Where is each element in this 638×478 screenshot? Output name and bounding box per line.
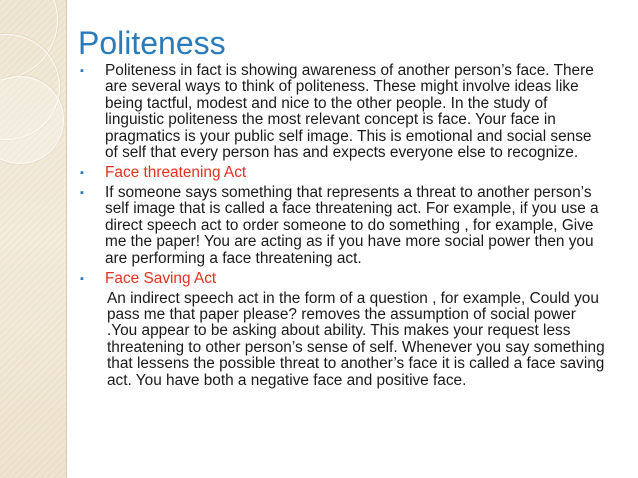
paragraph-item: [76, 291, 608, 389]
paragraph-text: An indirect speech act in the form of a question , for example, Could you pass me that paper please? removes the assumption of social power .You appear to be asking about ability. This makes your request less threatening to other person’s sense of self. Whenever you say something that lessens the possible threat to another’s face it is called a face saving act. You have both a negative face and positive face.: [107, 289, 605, 389]
bullet-list: [76, 63, 608, 389]
bullet-item-heading: [76, 271, 608, 287]
square-bullet-icon: ▪: [80, 187, 84, 200]
decorative-side-band: [0, 0, 66, 478]
section-heading: Face threatening Act: [105, 164, 247, 182]
bullet-item-heading: [76, 165, 608, 181]
bullet-text: Politeness in fact is showing awareness of another person’s face. There are several ways to think of politeness. These might involve ideas like being tactful, modest and nice to the other people. In the study of linguistic politeness the most relevant concept is face. Your face in pragmatics is your public self image. This is emotional and social sense of self that every person has and expects everyone else to recognize.: [105, 62, 594, 162]
square-bullet-icon: ▪: [80, 167, 84, 180]
bullet-text: If someone says something that represents a threat to another person’s self image that is called a face threatening act. For example, if you use a direct speech act to order someone to do something , for example, Give me the paper! You are acting as if you have more social power then you are performing a face threatening act.: [105, 184, 599, 267]
slide-title: Politeness: [78, 25, 226, 61]
bullet-item: [76, 63, 608, 161]
bullet-item: [76, 185, 608, 267]
band-divider: [66, 0, 67, 478]
section-heading: Face Saving Act: [105, 269, 217, 287]
square-bullet-icon: ▪: [80, 65, 84, 77]
square-bullet-icon: ▪: [80, 272, 84, 285]
